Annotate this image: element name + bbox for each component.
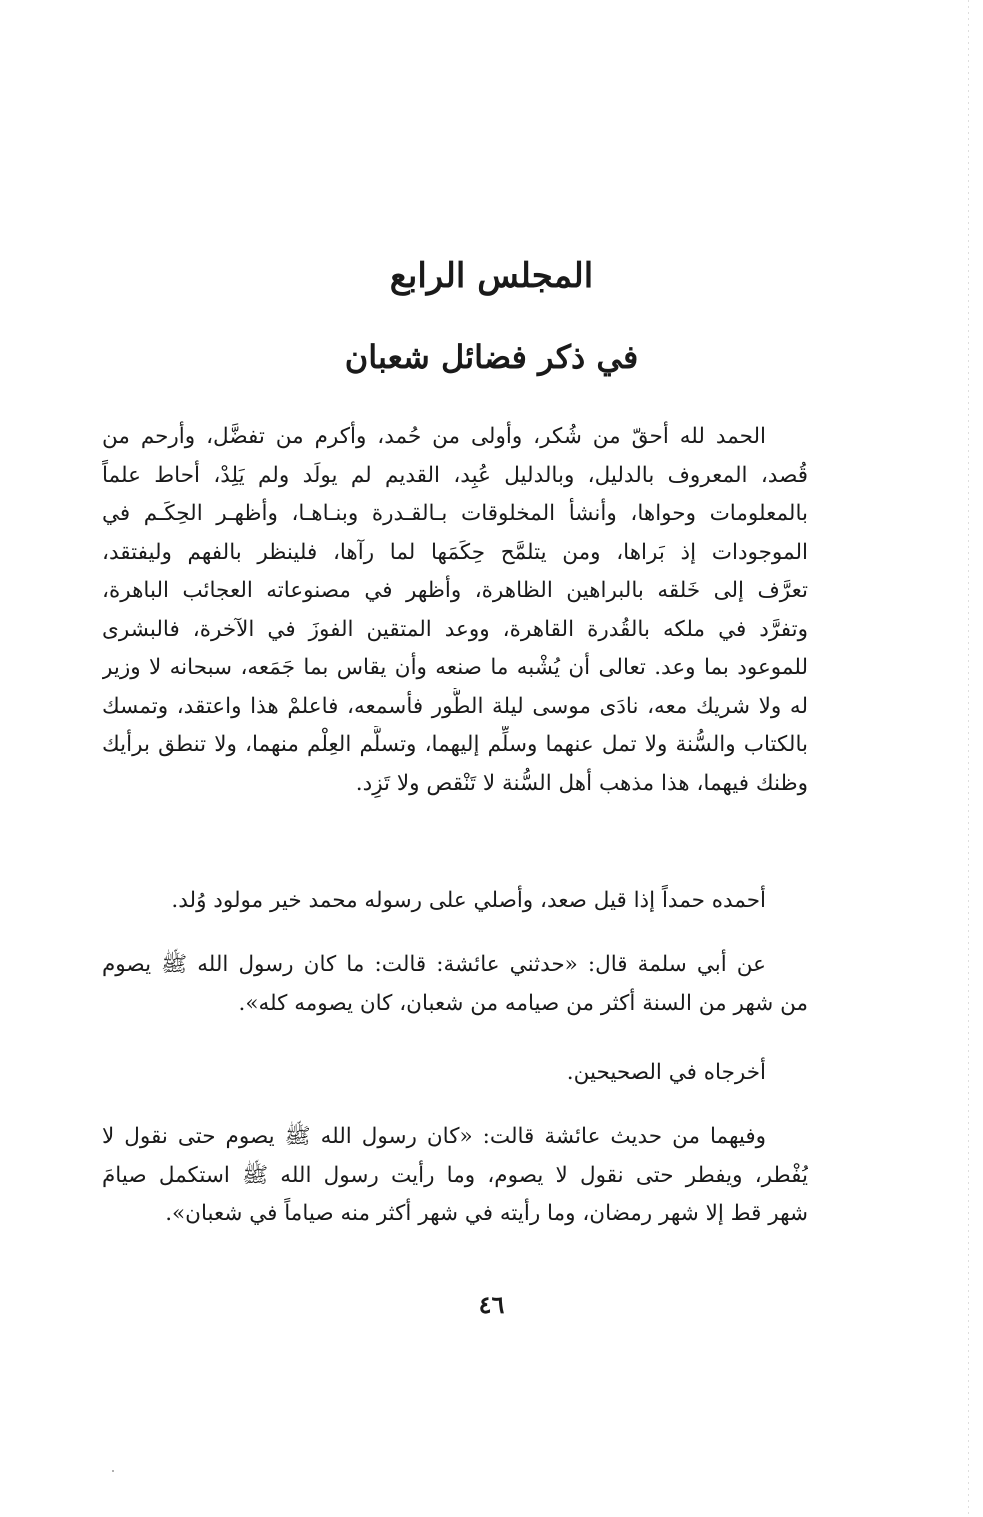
text-line: من شهر من السنة أكثر من صيامه من شعبان، كان يصومه كله». [238, 990, 808, 1016]
text-line: الحمد لله أحقّ من شُكر، وأولى من حُمد، وأكرم من تفضَّل، وأرحم من [102, 424, 766, 449]
text-line: وظنك فيهما، هذا مذهب أهل السُّنة لا تَنْقص ولا تَزِد. [355, 770, 808, 796]
text-line: أخرجاه في الصحيحين. [566, 1060, 766, 1085]
text-line: وتفرَّد في ملكه بالقُدرة القاهرة، ووعد المتقين الفوزَ في الآخرة، فالبشرى [102, 616, 808, 642]
paragraph-source-note [102, 1054, 808, 1093]
paragraph-hadith-abu-salama [102, 946, 808, 1023]
text-line: للموعود بما وعد. تعالى أن يُشْبه ما صنعه وأن يقاس بما جَمَعه، سبحانه لا وزير [102, 655, 808, 680]
text-line: تعرَّف إلى خَلقه بالبراهين الظاهرة، وأظهر في مصنوعاته العجائب الباهرة، [102, 578, 808, 603]
paragraph-opening-praise [102, 418, 808, 803]
paragraph-salutation [102, 882, 808, 921]
text-line: عن أبي سلمة قال: «حدثني عائشة: قالت: ما كان رسول الله ﷺ يصوم [102, 952, 766, 977]
text-line: يُفْطر، ويفطر حتى نقول لا يصوم، وما رأيت رسول الله ﷺ استكمل صيامَ [102, 1162, 808, 1188]
text-line: أحمده حمداً إذا قيل صعد، وأصلي على رسوله محمد خير مولود وُلد. [171, 888, 766, 913]
text-line: بالمعلومات وحواها، وأنشأ المخلوقات بـالقـدرة وبنـاهـا، وأظهـر الحِكَـم في [102, 501, 808, 526]
text-line: الموجودات إذ بَراها، ومن يتلمَّح حِكَمَها لما رآها، فلينظر بالفهم وليفتقد، [102, 539, 808, 565]
text-line: شهر قط إلا شهر رمضان، وما رأيته في شهر أكثر منه صياماً في شعبان». [165, 1201, 808, 1226]
chapter-subtitle: في ذكر فضائل شعبان [344, 338, 639, 376]
text-line: له ولا شريك معه، نادَى موسى ليلة الطُّور فأسمعه، فاعلمْ هذا واعتقد، وتمسك [102, 693, 808, 719]
text-line: وفيهما من حديث عائشة قالت: «كان رسول الله ﷺ يصوم حتى نقول لا [102, 1124, 766, 1149]
paragraph-hadith-aisha [102, 1118, 808, 1234]
text-line: بالكتاب والسُّنة ولا تمل عنهما وسلِّم إليهما، وتسلَّم العِلْم منهما، ولا تنطق برأيك [102, 732, 808, 757]
text-line: قُصد، المعروف بالدليل، وبالدليل عُبِد، القديم لم يولَد ولم يَلِدْ، أحاط علماً [102, 462, 808, 488]
scan-speck [112, 1470, 114, 1472]
page-number: ٤٦ [478, 1290, 505, 1319]
chapter-title: المجلس الرابع [389, 256, 594, 296]
